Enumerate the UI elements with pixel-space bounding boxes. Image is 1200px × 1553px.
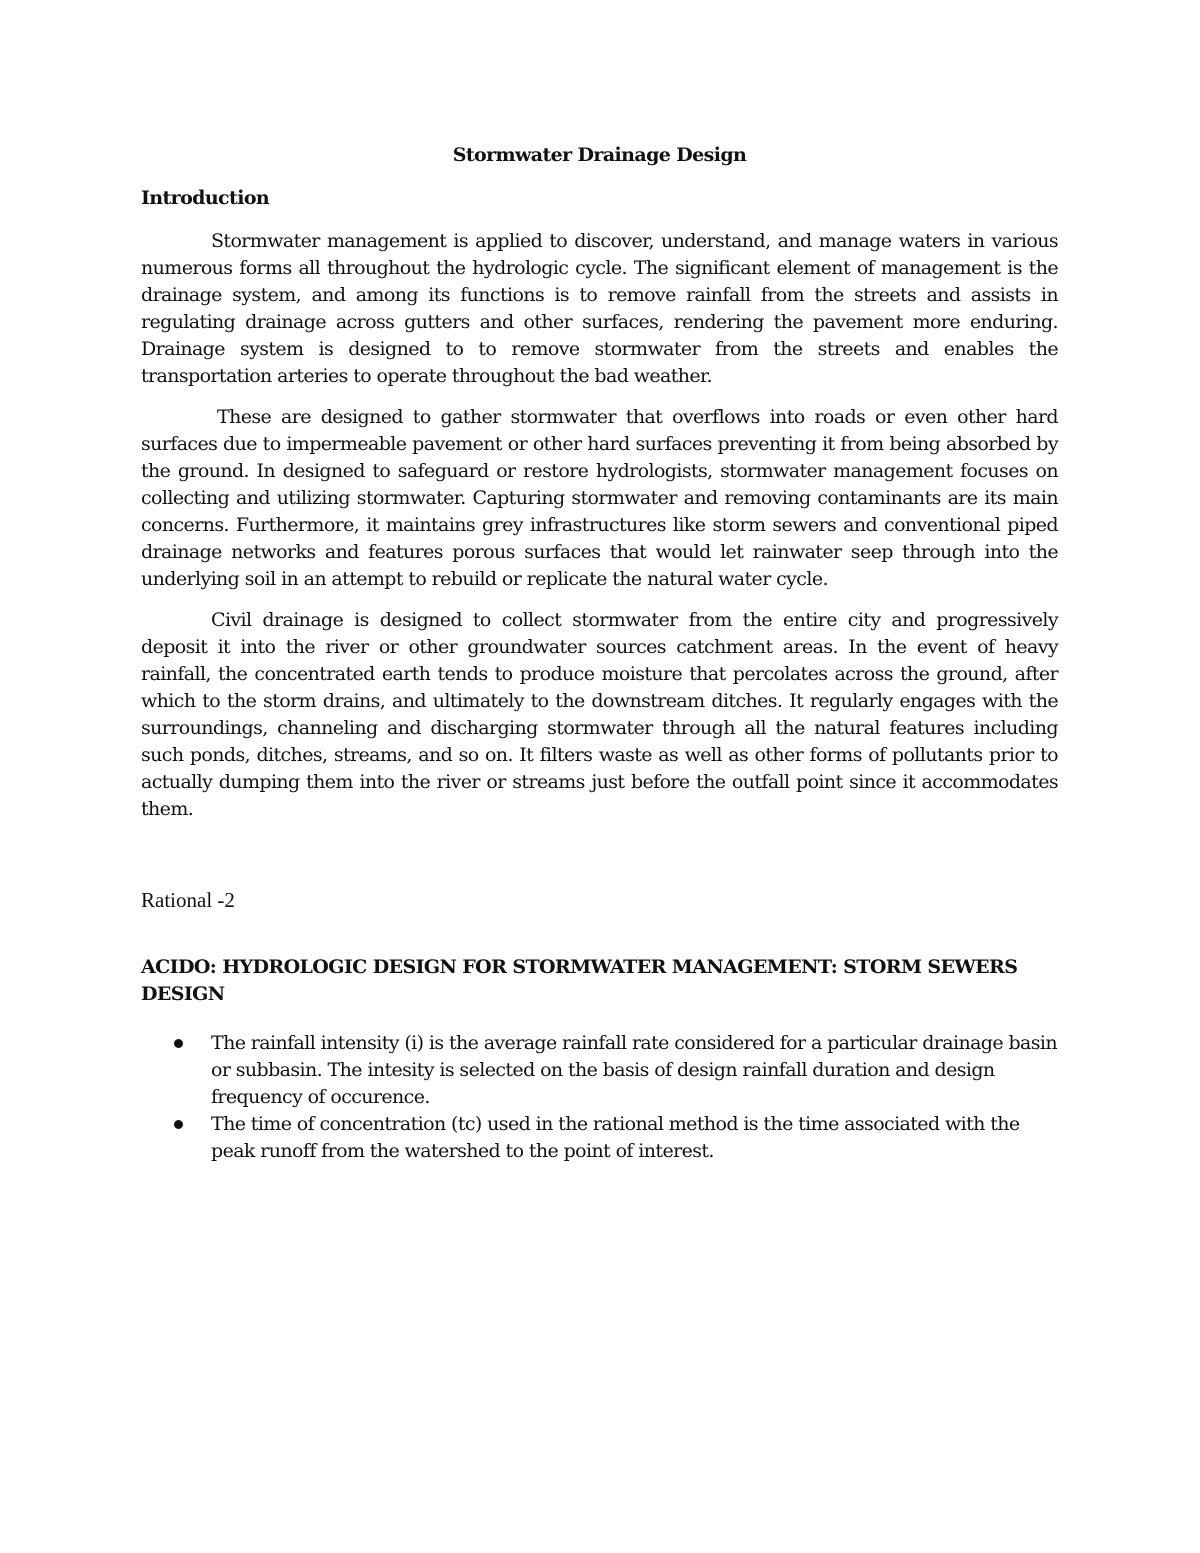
- document-page: [141, 142, 1058, 1165]
- list-item: [141, 1111, 1058, 1165]
- bullet-dot-icon: [174, 1120, 183, 1129]
- list-item: [141, 1030, 1058, 1111]
- acido-heading: ACIDO: HYDROLOGIC DESIGN FOR STORMWATER MANAGEMENT: STORM SEWERS DESIGN: [141, 956, 1018, 1005]
- bullet-dot-icon: [174, 1039, 183, 1048]
- bullet-list: [141, 1030, 1058, 1165]
- bullet-text: The rainfall intensity (i) is the average rainfall rate considered for a particular drainage basin or subbasin. The intesity is selected on the basis of design rainfall duration and design frequency of occurence.: [211, 1032, 1058, 1108]
- bullet-text: The time of concentration (tc) used in the rational method is the time associated with the peak runoff from the watershed to the point of interest.: [211, 1113, 1020, 1162]
- paragraph-2: These are designed to gather stormwater that overflows into roads or even other hard surfaces due to impermeable pavement or other hard surfaces preventing it from being absorbed by the ground. In designed to safeguard or restore hydrologists, stormwater management focuses on collecting and utilizing stormwater. Capturing stormwater and removing contaminants are its main concerns. Furthermore, it maintains grey infrastructures like storm sewers and conventional piped drainage networks and features porous surfaces that would let rainwater seep through into the underlying soil in an attempt to rebuild or replicate the natural water cycle.: [141, 406, 1058, 590]
- paragraph-1: Stormwater management is applied to discover, understand, and manage waters in various numerous forms all throughout the hydrologic cycle. The significant element of management is the drainage system, and among its functions is to remove rainfall from the streets and assists in regulating drainage across gutters and other surfaces, rendering the pavement more enduring. Drainage system is designed to to remove stormwater from the streets and enables the transportation arteries to operate throughout the bad weather.: [141, 230, 1058, 387]
- introduction-heading: Introduction: [141, 187, 270, 209]
- document-title: Stormwater Drainage Design: [452, 144, 747, 166]
- paragraph-3: Civil drainage is designed to collect stormwater from the entire city and progressively deposit it into the river or other groundwater sources catchment areas. In the event of heavy rainfall, the concentrated earth tends to produce moisture that percolates across the ground, after which to the storm drains, and ultimately to the downstream ditches. It regularly engages with the surroundings, channeling and discharging stormwater through all the natural features including such ponds, ditches, streams, and so on. It filters waste as well as other forms of pollutants prior to actually dumping them into the river or streams just before the outfall point since it accommodates them.: [141, 609, 1058, 820]
- rational-label: Rational -2: [141, 888, 235, 912]
